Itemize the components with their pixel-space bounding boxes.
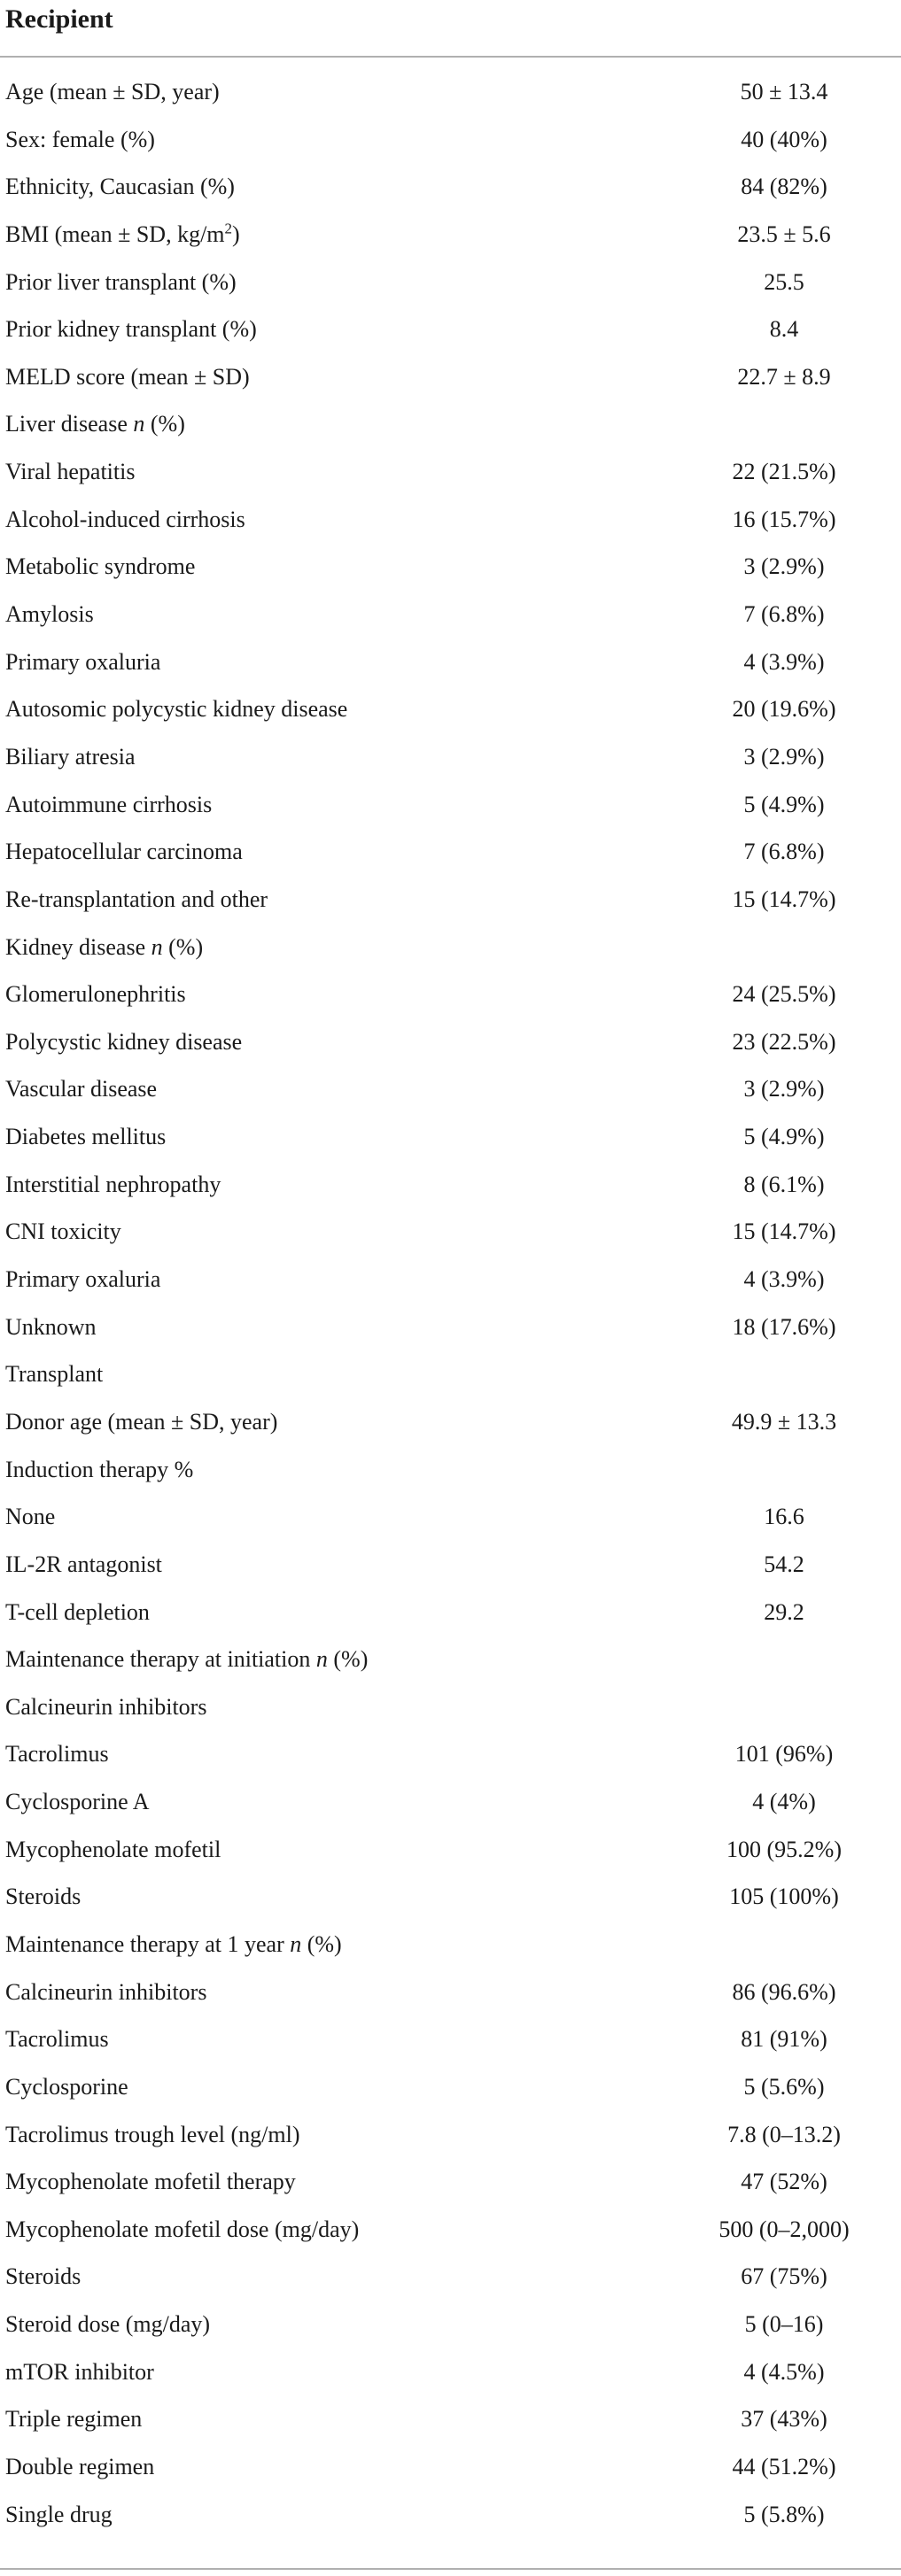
row-label: Single drug	[5, 2501, 113, 2527]
table-row	[0, 1504, 901, 1551]
table-row	[0, 1218, 901, 1266]
row-value: 47 (52%)	[741, 2169, 827, 2195]
row-value: 24 (25.5%)	[732, 981, 836, 1008]
row-label: IL-2R antagonist	[5, 1551, 162, 1577]
row-value: 40 (40%)	[741, 126, 827, 152]
row-label: Unknown	[5, 1313, 97, 1340]
table-row	[0, 1124, 901, 1172]
table-row	[0, 2074, 901, 2122]
row-label: Steroid dose (mg/day)	[5, 2311, 211, 2338]
row-label: Liver disease n (%)	[5, 411, 185, 437]
row-label: Interstitial nephropathy	[5, 1171, 221, 1197]
table-row	[0, 1741, 901, 1789]
row-label: Ethnicity, Caucasian (%)	[5, 174, 235, 200]
table-row	[0, 2263, 901, 2311]
table-row	[0, 886, 901, 934]
table-row	[0, 1314, 901, 1362]
row-label: Steroids	[5, 1884, 82, 1910]
row-label: None	[5, 1504, 56, 1530]
row-value: 7.8 (0–13.2)	[727, 2121, 841, 2147]
footer-divider	[0, 2568, 901, 2570]
row-label: Donor age (mean ± SD, year)	[5, 1408, 278, 1435]
row-value: 54.2	[764, 1551, 804, 1577]
table-row	[0, 2406, 901, 2454]
header-divider	[0, 56, 901, 58]
table-row	[0, 1551, 901, 1599]
table-row	[0, 744, 901, 792]
row-label: Triple regimen	[5, 2406, 143, 2433]
row-label: Autosomic polycystic kidney disease	[5, 696, 348, 723]
row-value: 49.9 ± 13.3	[731, 1408, 837, 1435]
table-row	[0, 981, 901, 1029]
row-value: 29.2	[764, 1598, 804, 1625]
row-label: Tacrolimus trough level (ng/ml)	[5, 2121, 300, 2147]
row-value: 67 (75%)	[741, 2263, 827, 2290]
table-row	[0, 1409, 901, 1457]
table-row	[0, 1457, 901, 1505]
row-label: mTOR inhibitor	[5, 2358, 154, 2385]
row-value: 86 (96.6%)	[732, 1978, 836, 2005]
row-value: 23.5 ± 5.6	[737, 220, 831, 247]
row-value: 5 (4.9%)	[743, 791, 825, 817]
row-value: 100 (95.2%)	[726, 1836, 842, 1862]
table-row	[0, 1076, 901, 1124]
row-value: 105 (100%)	[729, 1884, 839, 1910]
table-row	[0, 1172, 901, 1219]
table-row	[0, 1931, 901, 1979]
row-value: 3 (2.9%)	[743, 743, 825, 770]
row-value: 23 (22.5%)	[732, 1028, 836, 1055]
row-label: Maintenance therapy at initiation n (%)	[5, 1646, 369, 1673]
row-value: 4 (4%)	[752, 1789, 816, 1815]
row-value: 8.4	[769, 316, 799, 343]
row-value: 15 (14.7%)	[732, 1218, 836, 1245]
table-row	[0, 2502, 901, 2549]
row-value: 500 (0–2,000)	[718, 2216, 850, 2242]
table-row	[0, 2454, 901, 2502]
table-row	[0, 934, 901, 982]
row-value: 3 (2.9%)	[743, 1076, 825, 1102]
table-row	[0, 553, 901, 601]
table-row	[0, 2026, 901, 2074]
row-label: Biliary atresia	[5, 743, 136, 770]
table-row	[0, 601, 901, 649]
row-label: Maintenance therapy at 1 year n (%)	[5, 1930, 342, 1957]
table-row	[0, 1266, 901, 1314]
row-label: Amylosis	[5, 601, 94, 628]
row-label: Sex: female (%)	[5, 126, 155, 152]
table-row	[0, 2216, 901, 2264]
row-value: 22.7 ± 8.9	[737, 363, 831, 390]
row-value: 22 (21.5%)	[732, 459, 836, 485]
row-value: 44 (51.2%)	[732, 2454, 836, 2480]
table-row	[0, 2359, 901, 2407]
row-value: 7 (6.8%)	[743, 601, 825, 628]
row-value: 81 (91%)	[741, 2026, 827, 2053]
table-row	[0, 1694, 901, 1742]
row-label: Cyclosporine	[5, 2073, 128, 2100]
row-label: Glomerulonephritis	[5, 981, 186, 1008]
table-row	[0, 1789, 901, 1837]
table-row	[0, 2122, 901, 2170]
table-row	[0, 1646, 901, 1694]
row-label: Viral hepatitis	[5, 459, 136, 485]
row-value: 4 (3.9%)	[743, 648, 825, 675]
table-row	[0, 1029, 901, 1077]
row-label: Kidney disease n (%)	[5, 933, 204, 960]
table-row	[0, 1361, 901, 1409]
row-label: Induction therapy %	[5, 1456, 194, 1482]
row-label: Vascular disease	[5, 1076, 158, 1102]
row-value: 5 (0–16)	[744, 2311, 824, 2338]
table-row	[0, 696, 901, 744]
table-title: Recipient	[5, 4, 113, 34]
table-row	[0, 792, 901, 839]
row-value: 16.6	[764, 1504, 804, 1530]
row-label: MELD score (mean ± SD)	[5, 363, 250, 390]
row-label: Hepatocellular carcinoma	[5, 839, 243, 865]
table-row	[0, 2311, 901, 2359]
row-label: Alcohol-induced cirrhosis	[5, 506, 245, 532]
table-row	[0, 269, 901, 317]
row-value: 50 ± 13.4	[740, 79, 828, 104]
row-value: 18 (17.6%)	[732, 1313, 836, 1340]
row-label: Re-transplantation and other	[5, 886, 268, 912]
row-label: Calcineurin inhibitors	[5, 1693, 207, 1720]
table-row	[0, 79, 901, 127]
row-label: Primary oxaluria	[5, 648, 161, 675]
row-label: Calcineurin inhibitors	[5, 1978, 207, 2005]
table-row	[0, 364, 901, 412]
row-label: Metabolic syndrome	[5, 553, 196, 580]
row-label: BMI (mean ± SD, $kg/m^2$)	[5, 220, 240, 247]
table-row	[0, 316, 901, 364]
row-value: 16 (15.7%)	[732, 506, 836, 532]
table-row	[0, 1599, 901, 1647]
table-row	[0, 1979, 901, 2027]
row-value: 4 (3.9%)	[743, 1266, 825, 1293]
row-value: 7 (6.8%)	[743, 839, 825, 865]
table-row	[0, 459, 901, 507]
table-body	[0, 79, 901, 2549]
row-label: Transplant	[5, 1361, 104, 1388]
row-label: Age (mean ± SD, year)	[5, 79, 220, 104]
row-label: Mycophenolate mofetil	[5, 1836, 221, 1862]
row-value: 84 (82%)	[741, 174, 827, 200]
row-label: Cyclosporine A	[5, 1789, 150, 1815]
row-label: Polycystic kidney disease	[5, 1028, 243, 1055]
table-header	[0, 0, 901, 58]
table-row	[0, 507, 901, 554]
row-label: Mycophenolate mofetil dose (mg/day)	[5, 2216, 360, 2242]
row-label: Double regimen	[5, 2454, 155, 2480]
row-label: Autoimmune cirrhosis	[5, 791, 213, 817]
table-row	[0, 839, 901, 886]
table-row	[0, 174, 901, 221]
row-label: Prior kidney transplant (%)	[5, 316, 257, 343]
table-row	[0, 221, 901, 269]
row-label: CNI toxicity	[5, 1218, 121, 1245]
table-row	[0, 411, 901, 459]
table-row	[0, 649, 901, 697]
row-label: Tacrolimus	[5, 1741, 109, 1768]
row-label: Mycophenolate mofetil therapy	[5, 2169, 296, 2195]
table-row	[0, 127, 901, 174]
row-value: 8 (6.1%)	[743, 1171, 825, 1197]
table-row	[0, 2169, 901, 2216]
row-value: 3 (2.9%)	[743, 553, 825, 580]
row-label: Diabetes mellitus	[5, 1124, 167, 1150]
row-value: 101 (96%)	[734, 1741, 834, 1768]
table-row	[0, 1837, 901, 1884]
row-label: Prior liver transplant (%)	[5, 268, 237, 295]
row-value: 20 (19.6%)	[732, 696, 836, 723]
row-value: 15 (14.7%)	[732, 886, 836, 912]
row-value: 5 (5.6%)	[743, 2073, 825, 2100]
row-label: T-cell depletion	[5, 1598, 150, 1625]
row-value: 37 (43%)	[741, 2406, 827, 2433]
table-row	[0, 1884, 901, 1931]
row-value: 5 (5.8%)	[743, 2501, 825, 2527]
row-value: 25.5	[764, 268, 804, 295]
row-value: 5 (4.9%)	[743, 1124, 825, 1150]
row-label: Steroids	[5, 2263, 82, 2290]
row-label: Tacrolimus	[5, 2026, 109, 2053]
row-value: 4 (4.5%)	[743, 2358, 825, 2385]
row-label: Primary oxaluria	[5, 1266, 161, 1293]
